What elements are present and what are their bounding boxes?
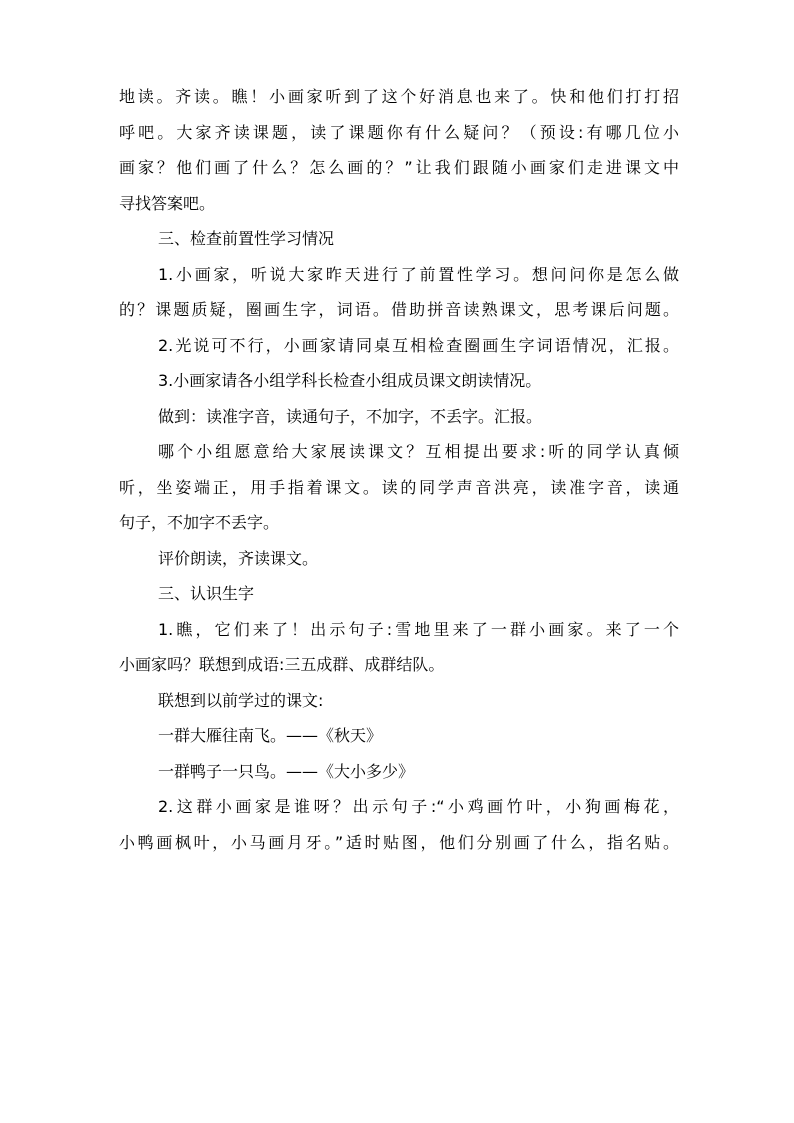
- paragraph-line: 小鸭画枫叶，小马画月牙。”适时贴图，他们分别画了什么，指名贴。: [119, 832, 679, 852]
- paragraph-line: 地读。齐读。瞧！小画家听到了这个好消息也来了。快和他们打打招: [119, 87, 679, 106]
- paragraph-line: 一群鸭子一只鸟。——《大小多少》: [158, 761, 415, 781]
- paragraph-line: 1.小画家，听说大家昨天进行了前置性学习。想问问你是怎么做: [158, 264, 679, 284]
- paragraph-line: 哪个小组愿意给大家展读课文？互相提出要求:听的同学认真倾: [158, 442, 679, 461]
- paragraph-line: 3.小画家请各小组学科长检查小组成员课文朗读情况。: [158, 371, 542, 390]
- paragraph-line: 听，坐姿端正，用手指着课文。读的同学声音洪亮，读准字音，读通: [119, 477, 679, 497]
- document-body: [119, 79, 679, 860]
- section-heading: 三、检查前置性学习情况: [158, 229, 335, 248]
- paragraph-line: 画家？他们画了什么？怎么画的？”让我们跟随小画家们走进课文中: [119, 158, 679, 177]
- paragraph-line: 2.光说可不行，小画家请同桌互相检查圈画生字词语情况，汇报。: [158, 335, 679, 355]
- paragraph-line: 句子，不加字不丢字。: [119, 513, 280, 532]
- paragraph-line: 的？课题质疑，圈画生字，词语。借助拼音读熟课文，思考课后问题。: [119, 300, 679, 319]
- paragraph-line: 呼吧。大家齐读课题，读了课题你有什么疑问？（预设:有哪几位小: [119, 122, 679, 142]
- paragraph-line: 做到：读准字音，读通句子，不加字，不丢字。汇报。: [158, 406, 543, 426]
- paragraph-line: 1.瞧，它们来了！出示句子:雪地里来了一群小画家。来了一个: [158, 619, 679, 639]
- paragraph-line: 寻找答案吧。: [119, 193, 216, 213]
- section-heading: 三、认识生字: [158, 584, 255, 603]
- paragraph-line: 评价朗读，齐读课文。: [158, 548, 319, 568]
- paragraph-line: 小画家吗？联想到成语:三五成群、成群结队。: [119, 655, 445, 674]
- paragraph-line: 2.这群小画家是谁呀？出示句子:“小鸡画竹叶，小狗画梅花，: [158, 797, 679, 816]
- paragraph-line: 联想到以前学过的课文:: [158, 690, 324, 710]
- paragraph-line: 一群大雁往南飞。——《秋天》: [158, 726, 383, 745]
